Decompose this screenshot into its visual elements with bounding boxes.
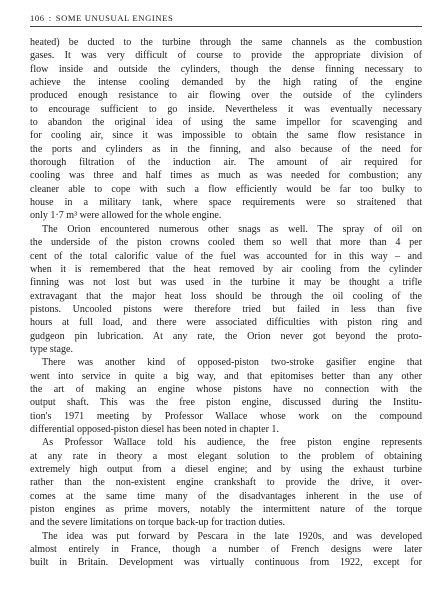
text-line: The Orion encountered numerous other snags as well. The spray of oil on [42,223,422,235]
paragraph [30,530,422,570]
text-line: and the severe limitations on torque back-up for traction duties. [30,517,286,529]
text-line: house in a military tank, where space requirements were so straitened that [30,197,422,209]
body-text [30,36,422,570]
text-line: type stage. [30,343,73,355]
paragraph [30,223,422,356]
text-line: produced enough resistance to air flowing over the outside of the cylinders [30,90,422,102]
text-line: cooling was three and half times as much as was needed for combustion; any [30,170,422,182]
text-line: for cooling air, since it was impossible to obtain the same flow resistance in [30,130,422,142]
text-line: There was another kind of opposed-piston two-stroke gasifier engine that [42,357,422,369]
paragraph [30,436,422,529]
text-line: piston engines as prime movers, notably the intermittent nature of the torque [30,504,422,516]
text-line: differential opposed-piston diesel has been noted in chapter 1. [30,423,279,435]
text-line: heated) be ducted to the turbine through the same channels as the combustion [30,37,422,48]
text-line: only 1·7 m³ were allowed for the whole engine. [30,210,222,222]
text-line: tion's 1971 meeting by Professor Wallace whose work on the compound [30,410,422,422]
text-line: output shaft. This was the free piston engine, discussed during the Institu- [30,397,422,409]
text-line: went into service in quite a big way, and that epitomises better than any other [30,370,422,382]
text-line: built in Britain. Development was virtually continuous from 1922, except for [30,557,422,569]
text-line: pistons. Uncooled pistons were therefore tried but failed in less than five [30,303,422,315]
text-line: The idea was put forward by Pescara in the late 1920s, and was developed [42,530,422,542]
text-line: thorough filtration of the induction air. The amount of air required for [30,157,422,169]
text-line: the underside of the piston crowns cooled them so well that more than 4 per [30,237,422,249]
page-number: 106 [30,13,45,23]
running-head [30,12,422,25]
text-line: almost entirely in France, though a number of French designs were later [30,544,422,556]
text-line: to encourage sufficient to go inside. Nevertheless it was eventually necessary [30,103,422,115]
text-line: the art of making an engine whose pistons have no connection with the [30,383,422,395]
text-line: gudgeon pin lubrication. At any rate, the Orion never got beyond the proto- [30,330,422,342]
header-separator: : [48,13,52,23]
text-line: extremely high output from a diesel engine; and by using the exhaust turbine [30,464,422,475]
text-line: extravagant that the major heat loss should be through the oil cooling of the [30,290,422,302]
text-line: achieve the intense cooling demanded by the high rating of the engine [30,77,422,89]
text-line: finning was not lost but was used in the turbine it may be thought a trifle [30,277,422,289]
text-line: gases. It was very difficult of course to provide the appropriate division of [30,50,422,62]
text-line: cleaner able to cope with such a flow efficiently would be far too bulky to [30,183,422,195]
book-page [30,12,422,570]
text-line: at any rate in theory a most elegant solution to the problem of obtaining [30,450,422,462]
header-rule [30,26,422,27]
text-line: to abandon the original idea of using the same impellor for scavenging and [30,117,422,129]
text-line: rather than the non-existent engine crankshaft to provide the drive, it over- [30,477,422,489]
paragraph [30,36,422,223]
text-line: when it is remembered that the heat removed by air cooling from the cylinder [30,263,422,275]
paragraph [30,356,422,436]
text-line: comes at the same time many of the disadvantages inherent in the use of [30,490,422,502]
text-line: hours at full load, and there were associated difficulties with piston ring and [30,317,422,329]
text-line: the ports and cylinders as in the finning, and also because of the need for [30,143,422,155]
text-line: flow inside and outside the cylinders, though the dense finning necessary to [30,63,422,75]
running-title: SOME UNUSUAL ENGINES [55,13,174,23]
text-line: cent of the total calorific value of the fuel was accounted for in this way – and [30,250,422,262]
text-line: As Professor Wallace told his audience, the free piston engine represents [42,437,422,449]
